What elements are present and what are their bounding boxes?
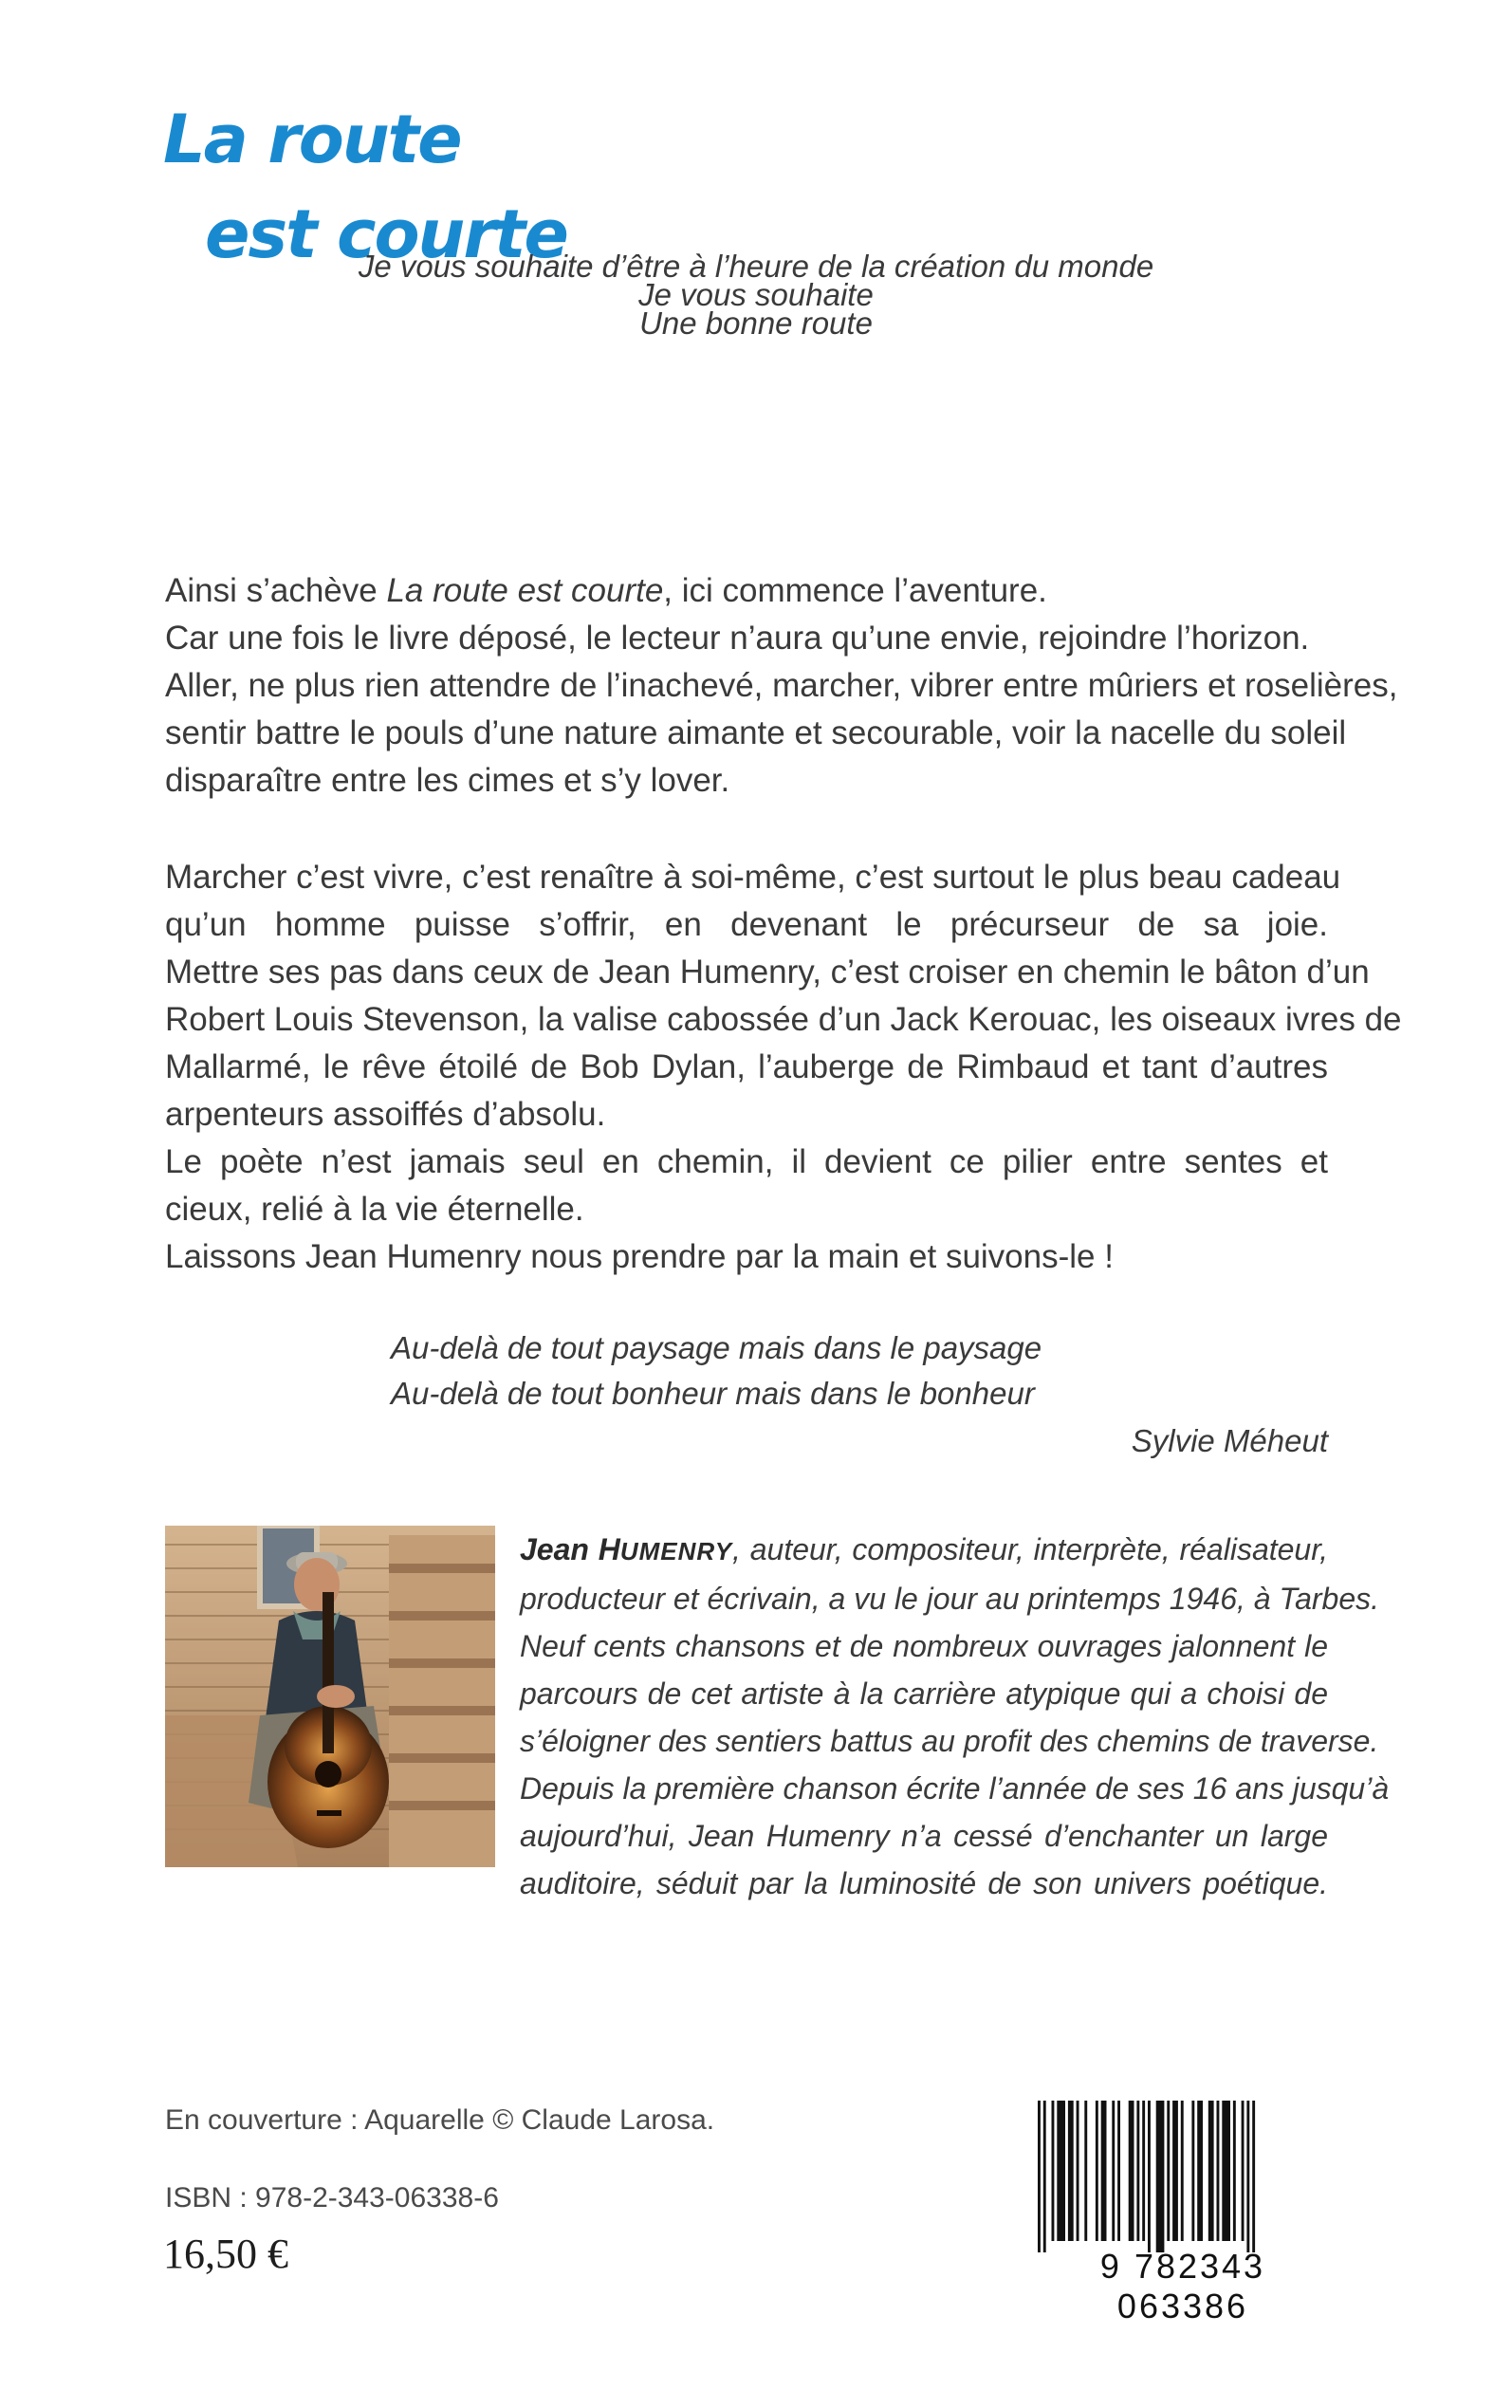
isbn: ISBN : 978-2-343-06338-6: [165, 2182, 499, 2214]
bio-line-8: auditoire, séduit par la luminosité de son univers poétique.: [520, 1866, 1328, 1900]
barcode-bar: [1156, 2101, 1165, 2252]
p1-line-5: disparaître entre les cimes et s’y lover.: [165, 762, 730, 799]
bio-line-4: parcours de cet artiste à la carrière atypique qui a choisi de: [520, 1676, 1328, 1711]
epigraph-line-2: Je vous souhaite: [638, 277, 874, 312]
bio-line-5: s’éloigner des sentiers battus au profit des chemins de traverse.: [520, 1724, 1379, 1758]
p1-line-1-a: Ainsi s’achève: [165, 572, 387, 609]
barcode-bar: [1172, 2101, 1178, 2241]
cover-credit: En couverture : Aquarelle © Claude Larosa.: [165, 2104, 715, 2136]
barcode-bar: [1077, 2101, 1079, 2241]
p2-line-3: Mettre ses pas dans ceux de Jean Humenry, c’est croiser en chemin le bâton d’un: [165, 954, 1370, 991]
p2-line-7: Le poète n’est jamais seul en chemin, il devient ce pilier entre sentes et: [165, 1143, 1328, 1180]
author-photo-image: [165, 1526, 495, 1867]
bio-line-6: Depuis la première chanson écrite l’année de ses 16 ans jusqu’à: [520, 1771, 1390, 1806]
price: 16,50 €: [163, 2231, 288, 2277]
barcode-bar: [1208, 2101, 1214, 2241]
bio-line-2: producteur et écrivain, a vu le jour au printemps 1946, à Tarbes.: [520, 1582, 1379, 1616]
author-photo: [165, 1526, 495, 1867]
barcode-bar: [1038, 2101, 1041, 2252]
barcode-bar: [1117, 2101, 1120, 2241]
barcode-bar: [1148, 2101, 1151, 2252]
quote-signature: Sylvie Méheut: [1131, 1423, 1328, 1458]
barcode-bar: [1068, 2101, 1074, 2241]
p2-line-4: Robert Louis Stevenson, la valise cabossée d’un Jack Kerouac, les oiseaux ivres de: [165, 1001, 1402, 1038]
barcode-bar: [1101, 2101, 1107, 2241]
bio-line-3: Neuf cents chansons et de nombreux ouvrages jalonnent le: [520, 1629, 1328, 1663]
author-first-name: Jean: [520, 1532, 599, 1566]
bio-line-7: aujourd’hui, Jean Humenry n’a cessé d’enchanter un large: [520, 1819, 1328, 1853]
p2-line-9: Laissons Jean Humenry nous prendre par la main et suivons-le !: [165, 1238, 1114, 1275]
barcode-bar: [1252, 2101, 1255, 2252]
author-biography: [520, 1526, 1390, 1907]
p1-line-2: Car une fois le livre déposé, le lecteur n’aura qu’une envie, rejoindre l’horizon.: [165, 620, 1310, 657]
book-title-line-2: est courte: [205, 195, 567, 273]
barcode-bar: [1043, 2101, 1046, 2252]
p2-line-2: qu’un homme puisse s’offrir, en devenant le précurseur de sa joie.: [165, 906, 1328, 943]
summary-paragraph-1: [165, 567, 1398, 805]
barcode-bar: [1222, 2101, 1230, 2241]
barcode-bar: [1136, 2101, 1139, 2241]
bio-line-1-rest: , auteur, compositeur, interprète, réalisateur,: [732, 1532, 1329, 1566]
p1-book-title-ref: La route est courte: [386, 572, 664, 609]
p1-line-3: Aller, ne plus rien attendre de l’inachevé, marcher, vibrer entre mûriers et roselières,: [165, 667, 1398, 704]
barcode-bar: [1096, 2101, 1098, 2241]
barcode-bar: [1246, 2101, 1249, 2252]
p2-line-5: Mallarmé, le rêve étoilé de Bob Dylan, l’auberge de Rimbaud et tant d’autres: [165, 1048, 1328, 1085]
barcode-bars: [1034, 2101, 1332, 2252]
barcode-bar: [1142, 2101, 1145, 2241]
p1-line-4: sentir battre le pouls d’une nature aimante et secourable, voir la nacelle du soleil: [165, 714, 1347, 751]
quote-line-2: Au-delà de tout bonheur mais dans le bonheur: [391, 1376, 1035, 1411]
p2-line-6: arpenteurs assoiffés d’absolu.: [165, 1096, 606, 1133]
barcode-bar: [1112, 2101, 1115, 2241]
barcode-digits: 9 782343 063386: [1099, 2247, 1266, 2325]
bio-line-1: [520, 1526, 1328, 1575]
barcode-bar: [1129, 2101, 1134, 2241]
barcode-bar: [1233, 2101, 1236, 2241]
p1-line-1-c: , ici commence l’aventure.: [663, 572, 1047, 609]
barcode-bar: [1191, 2101, 1194, 2241]
barcode-bar: [1167, 2101, 1170, 2241]
epigraph-line-1: Je vous souhaite d’être à l’heure de la création du monde: [358, 249, 1154, 284]
author-name: [520, 1532, 732, 1566]
author-last-name-initial: H: [598, 1532, 620, 1566]
barcode-bar: [1197, 2101, 1203, 2241]
barcode-bar: [1052, 2101, 1055, 2241]
summary-paragraph-2: [165, 854, 1402, 1281]
p2-line-1: Marcher c’est vivre, c’est renaître à soi-même, c’est surtout le plus beau cadeau: [165, 859, 1341, 896]
barcode-bar: [1181, 2101, 1184, 2241]
p2-line-8: cieux, relié à la vie éternelle.: [165, 1191, 584, 1228]
author-last-name-rest: UMENRY: [619, 1537, 733, 1565]
quote-line-1: Au-delà de tout paysage mais dans le paysage: [391, 1330, 1042, 1365]
barcode-bar: [1217, 2101, 1220, 2241]
p1-line-1: [165, 567, 1328, 615]
barcode-bar: [1057, 2101, 1065, 2241]
barcode-bar: [1084, 2101, 1087, 2241]
barcode-bar: [1242, 2101, 1245, 2241]
book-title-line-1: La route: [163, 101, 461, 178]
epigraph-line-3: Une bonne route: [639, 306, 873, 341]
